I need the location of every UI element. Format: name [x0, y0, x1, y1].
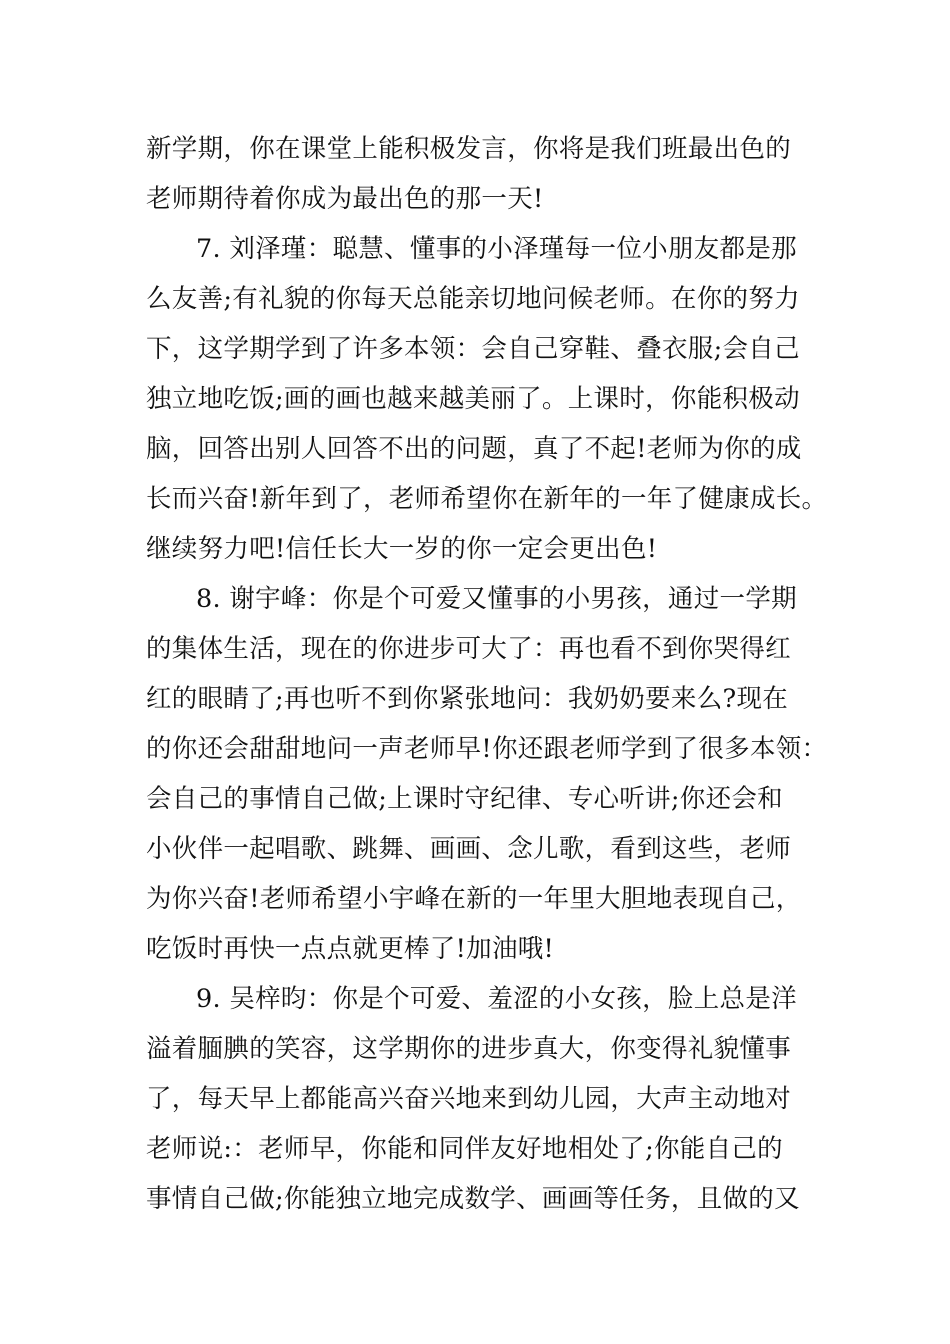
text-line: 溢着腼腆的笑容，这学期你的进步真大，你变得礼貌懂事 — [146, 1034, 792, 1064]
text-line: 长而兴奋!新年到了，老师希望你在新年的一年了健康成长。 — [146, 484, 828, 514]
text-line: 新学期，你在课堂上能积极发言，你将是我们班最出色的 — [146, 134, 792, 164]
text-line: 脑，回答出别人回答不出的问题，真了不起!老师为你的成 — [146, 434, 802, 464]
text-line: 的你还会甜甜地问一声老师早!你还跟老师学到了很多本领： — [146, 734, 828, 764]
text-line: 的集体生活，现在的你进步可大了：再也看不到你哭得红 — [146, 634, 792, 664]
text-line: 么友善;有礼貌的你每天总能亲切地问候老师。在你的努力 — [146, 284, 800, 314]
text-line: 老师说:：老师早，你能和同伴友好地相处了;你能自己的 — [146, 1134, 783, 1164]
paragraph-9-start: 9. 吴梓昀：你是个可爱、羞涩的小女孩，脸上总是洋 — [196, 984, 797, 1014]
text-line: 红的眼睛了;再也听不到你紧张地问：我奶奶要来么?现在 — [146, 684, 789, 714]
text-line: 继续努力吧!信任长大一岁的你一定会更出色! — [146, 534, 658, 564]
text-line: 吃饭时再快一点点就更棒了!加油哦! — [146, 934, 555, 964]
text-line: 事情自己做;你能独立地完成数学、画画等任务，且做的又 — [146, 1184, 800, 1214]
text-line: 会自己的事情自己做;上课时守纪律、专心听讲;你还会和 — [146, 784, 783, 814]
paragraph-7-start: 7. 刘泽瑾：聪慧、懂事的小泽瑾每一位小朋友都是那 — [196, 234, 797, 264]
text-line: 老师期待着你成为最出色的那一天! — [146, 184, 544, 214]
text-line: 了，每天早上都能高兴奋兴地来到幼儿园，大声主动地对 — [146, 1084, 792, 1114]
text-line: 独立地吃饭;画的画也越来越美丽了。上课时，你能积极动 — [146, 384, 800, 414]
text-line: 为你兴奋!老师希望小宇峰在新的一年里大胆地表现自己， — [146, 884, 802, 914]
text-line: 下，这学期学到了许多本领：会自己穿鞋、叠衣服;会自己 — [146, 334, 800, 364]
paragraph-8-start: 8. 谢宇峰：你是个可爱又懂事的小男孩，通过一学期 — [196, 584, 797, 614]
text-line: 小伙伴一起唱歌、跳舞、画画、念儿歌，看到这些，老师 — [146, 834, 792, 864]
